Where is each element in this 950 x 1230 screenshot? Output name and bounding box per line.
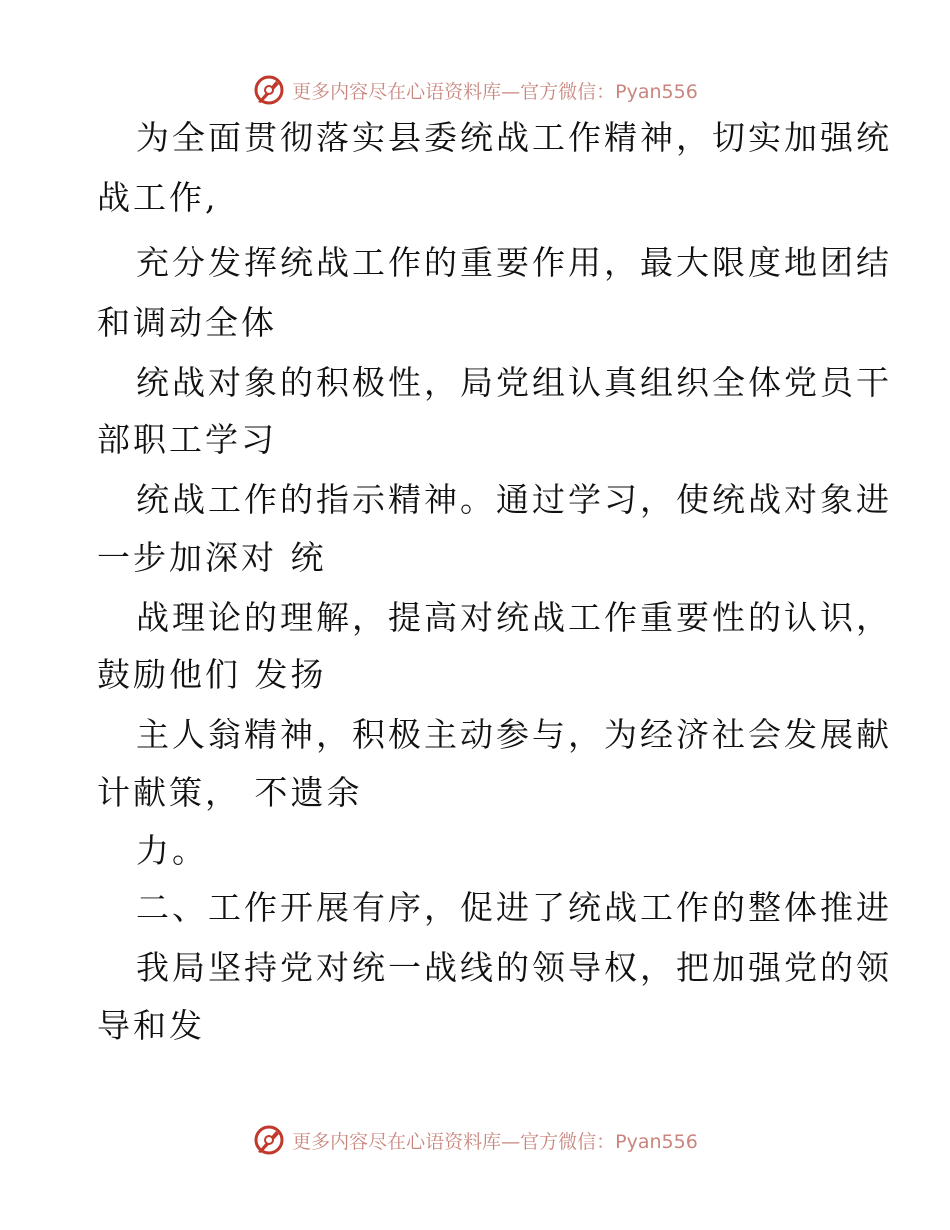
paragraph-line: 导和发 bbox=[97, 1006, 205, 1045]
watermark-text: 更多内容尽在心语资料库—官方微信：Pyan556 bbox=[292, 1130, 698, 1153]
paragraph-line: 主人翁精神，积极主动参与，为经济社会发展献 bbox=[136, 715, 892, 754]
paragraph-line: 战理论的理解，提高对统战工作重要性的认识， bbox=[136, 598, 892, 637]
feather-pen-circle-icon bbox=[252, 73, 286, 107]
paragraph-line: 部职工学习 bbox=[97, 420, 277, 459]
feather-pen-circle-icon bbox=[252, 1123, 286, 1157]
paragraph-line: 统战工作的指示精神。通过学习，使统战对象进 bbox=[136, 480, 892, 519]
paragraph-line: 一步加深对 统 bbox=[97, 538, 327, 577]
header-watermark bbox=[0, 70, 950, 110]
paragraph-line: 充分发挥统战工作的重要作用，最大限度地团结 bbox=[136, 243, 892, 282]
paragraph-line: 鼓励他们 发扬 bbox=[97, 655, 327, 694]
paragraph-line: 计献策， 不遗余 bbox=[97, 773, 363, 812]
watermark-text: 更多内容尽在心语资料库—官方微信：Pyan556 bbox=[292, 80, 698, 103]
paragraph-line: 和调动全体 bbox=[97, 303, 277, 342]
paragraph-line: 为全面贯彻落实县委统战工作精神，切实加强统 bbox=[136, 118, 892, 157]
footer-watermark bbox=[0, 1120, 950, 1160]
section-heading: 二、工作开展有序，促进了统战工作的整体推进 bbox=[136, 888, 892, 927]
paragraph-line: 统战对象的积极性，局党组认真组织全体党员干 bbox=[136, 363, 892, 402]
paragraph-line: 我局坚持党对统一战线的领导权，把加强党的领 bbox=[136, 948, 892, 987]
paragraph-line: 战工作, bbox=[97, 178, 219, 217]
paragraph-line: 力。 bbox=[136, 831, 208, 870]
